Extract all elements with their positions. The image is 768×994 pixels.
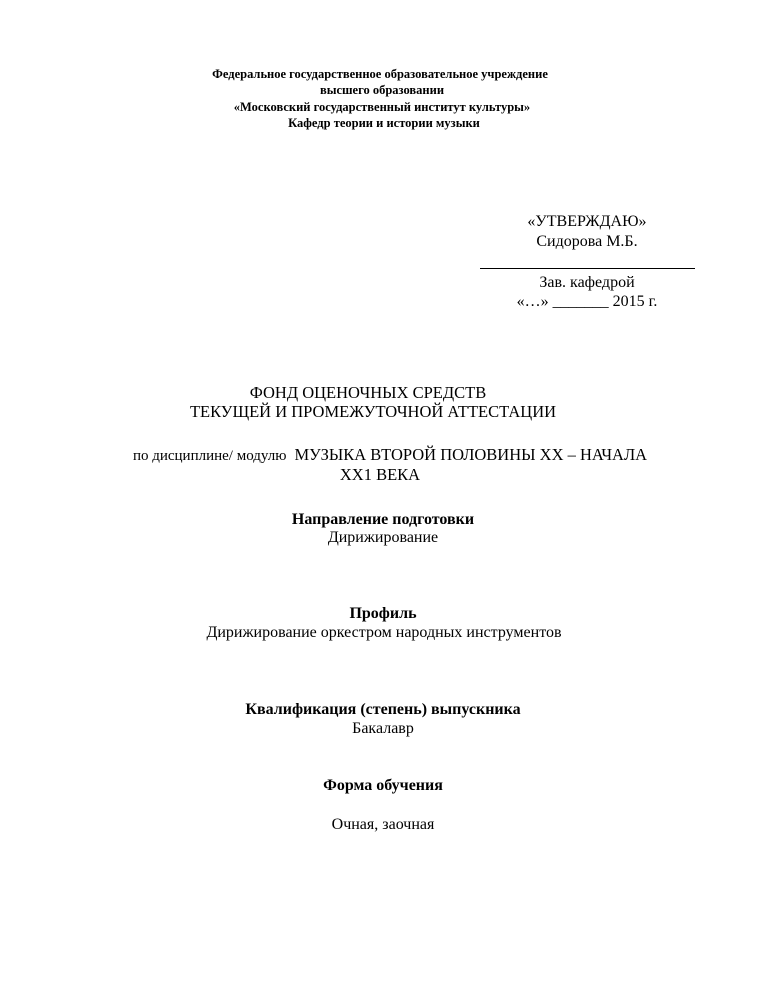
institution-line-1: Федеральное государственное образовательное учреждение	[212, 67, 548, 81]
study-form-label: Форма обучения	[323, 777, 443, 794]
direction-label: Направление подготовки	[291, 511, 475, 528]
discipline-prefix: по дисциплине/ модулю	[132, 448, 287, 464]
document-title-line-2: ТЕКУЩЕЙ И ПРОМЕЖУТОЧНОЙ АТТЕСТАЦИИ	[189, 402, 557, 421]
discipline-line-2: XX1 ВЕКА	[339, 465, 421, 484]
discipline-name: МУЗЫКА ВТОРОЙ ПОЛОВИНЫ XX – НАЧАЛА	[294, 445, 648, 464]
approval-title: «УТВЕРЖДАЮ»	[527, 213, 647, 230]
approver-name: Сидорова М.Б.	[536, 233, 638, 250]
signature-line	[480, 268, 695, 269]
discipline-line-1	[6, 447, 768, 464]
institution-line-2: высшего образовании	[319, 83, 445, 97]
document-title-line-1: ФОНД ОЦЕНОЧНЫХ СРЕДСТВ	[249, 383, 487, 402]
department-line: Кафедр теории и истории музыки	[288, 116, 480, 130]
approval-date: «…» _______ 2015 г.	[516, 293, 658, 310]
approver-position: Зав. кафедрой	[539, 274, 635, 291]
profile-label: Профиль	[349, 605, 417, 622]
study-form-value: Очная, заочная	[331, 816, 435, 833]
qualification-label: Квалификация (степень) выпускника	[245, 701, 521, 718]
qualification-value: Бакалавр	[352, 720, 414, 737]
direction-value: Дирижирование	[327, 529, 439, 546]
institution-line-3: «Московский государственный институт культуры»	[233, 100, 531, 114]
profile-value: Дирижирование оркестром народных инструментов	[206, 624, 562, 641]
